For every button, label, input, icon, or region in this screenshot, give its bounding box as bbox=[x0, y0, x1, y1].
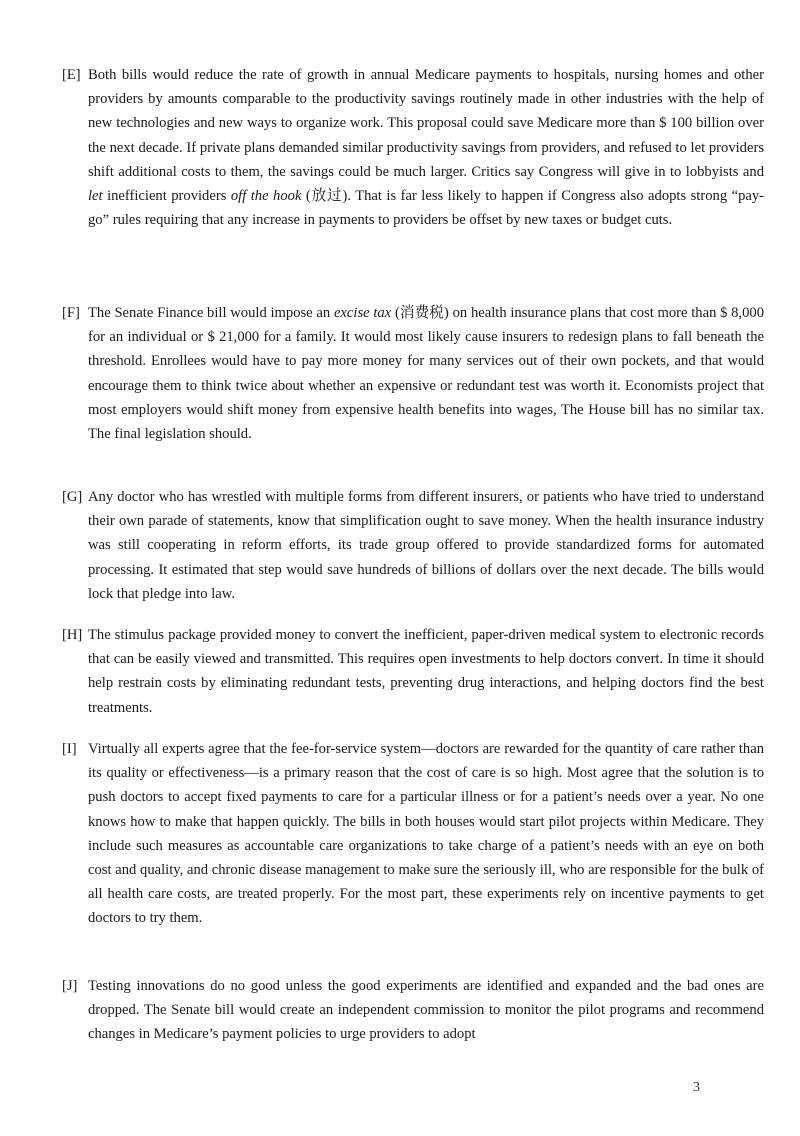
paragraph-text: (消费税) on health insurance plans that cost more than $ 8,000 for an individual or $ 21,000 for a family. It would most likely cause insurers to redesign plans to fall beneath the threshold. Enrollees would have to pay more money for many services out of their own pockets, and that would encourage them to think twice about whether an expensive or redundant test was worth it. Economists project that most employers would shift money from expensive health benefits into wages, The House bill has no similar tax. The final legislation should. bbox=[88, 305, 765, 443]
paragraph-label: [E] bbox=[62, 67, 81, 83]
paragraph-i bbox=[62, 737, 764, 931]
italic-phrase: off the hook bbox=[230, 188, 302, 205]
paragraph-text: Testing innovations do no good unless the good experiments are identified and expanded and the bad ones are dropped. The Senate bill would create an independent commission to monitor the pilot programs and recommend changes in Medicare’s payment policies to urge providers to adopt bbox=[88, 978, 764, 1043]
paragraph-g bbox=[62, 485, 764, 606]
paragraph-label: [I] bbox=[62, 741, 77, 757]
paragraph-e bbox=[62, 63, 764, 232]
paragraph-label: [G] bbox=[62, 489, 83, 505]
paragraph-f bbox=[62, 301, 764, 446]
italic-phrase: let bbox=[88, 188, 103, 205]
paragraph-text: inefficient providers bbox=[102, 188, 231, 205]
paragraph-text: The Senate Finance bill would impose an bbox=[88, 305, 334, 321]
paragraph-text: Both bills would reduce the rate of growth in annual Medicare payments to hospitals, nursing homes and other providers by amounts comparable to the productivity savings routinely made in other industries with the help of new technologies and new ways to organize work. This proposal could save Medicare more than $ 100 billion over the next decade. If private plans demanded similar productivity savings from providers, and refused to let providers shift additional costs to them, the savings could be much larger. Critics say Congress will give in to lobbyists and bbox=[88, 67, 764, 180]
paragraph-label: [H] bbox=[62, 627, 83, 643]
paragraph-text: (放过). That is far less likely to happen if Congress also adopts strong “pay-go” rules requiring that any increase in payments to providers be offset by new taxes or budget cuts. bbox=[88, 188, 765, 229]
italic-phrase: excise tax bbox=[333, 305, 392, 321]
paragraph-text: Any doctor who has wrestled with multiple forms from different insurers, or patients who have tried to understand their own parade of statements, know that simplification ought to save money. When the health insurance industry was still cooperating in reform efforts, its trade group offered to provide standardized forms for automated processing. It estimated that step would save hundreds of billions of dollars over the next decade. The bills would lock that pledge into law. bbox=[88, 489, 764, 602]
paragraph-label: [J] bbox=[62, 978, 78, 994]
paragraph-text: Virtually all experts agree that the fee-for-service system—doctors are rewarded for the quantity of care rather than its quality or effectiveness—is a primary reason that the cost of care is so high. Most agree that the solution is to push doctors to accept fixed payments to care for a particular illness or for a patient’s needs over a year. No one knows how to make that happen quickly. The bills in both houses would start pilot projects within Medicare. They include such measures as accountable care organizations to take charge of a patient’s needs with an eye on both cost and quality, and chronic disease management to make sure the seriously ill, who are responsible for the bulk of all health care costs, are treated properly. For the most part, these experiments rely on incentive payments to get doctors to try them. bbox=[88, 741, 764, 927]
paragraph-h bbox=[62, 623, 764, 720]
page-number: 3 bbox=[693, 1080, 700, 1095]
paragraph-j bbox=[62, 974, 764, 1047]
paragraph-text: The stimulus package provided money to convert the inefficient, paper-driven medical system to electronic records that can be easily viewed and transmitted. This requires open investments to help doctors convert. In time it should help restrain costs by eliminating redundant tests, preventing drug interactions, and helping doctors find the best treatments. bbox=[88, 627, 764, 716]
paragraph-label: [F] bbox=[62, 305, 80, 321]
